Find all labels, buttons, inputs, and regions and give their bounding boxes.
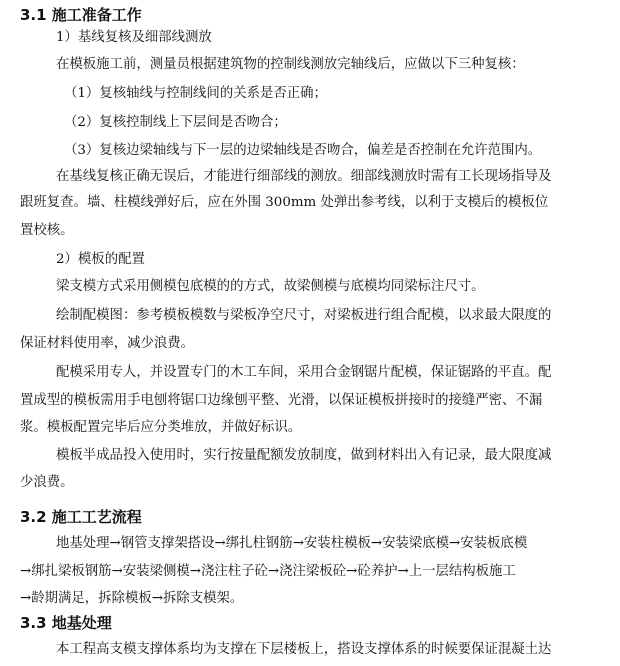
paragraph-line: 置校核。	[20, 223, 74, 238]
flow-line: →龄期满足，拆除模板→拆除支模架。	[20, 591, 244, 606]
paragraph-line: 配模采用专人，并设置专门的木工车间，采用合金钢锯片配模，保证锯路的平直。配	[56, 365, 552, 380]
subsection-1-heading: 1）基线复核及细部线测放	[56, 30, 212, 45]
paragraph-line: 少浪费。	[20, 475, 74, 490]
section-3-2-heading: 3.2 施工工艺流程	[20, 508, 142, 526]
paragraph: 在模板施工前，测量员根据建筑物的控制线测放完轴线后，应做以下三种复核：	[56, 57, 525, 72]
paragraph-line: 在基线复核正确无误后，才能进行细部线的测放。细部线测放时需有工长现场指导及	[56, 169, 552, 184]
paragraph-line: 浆。模板配置完毕后应分类堆放，并做好标识。	[20, 420, 302, 435]
check-item-3: （3）复核边梁轴线与下一层的边梁轴线是否吻合，偏差是否控制在允许范围内。	[64, 143, 542, 158]
section-3-3-heading: 3.3 地基处理	[20, 614, 112, 632]
subsection-2-heading: 2）模板的配置	[56, 252, 145, 267]
paragraph-line: 保证材料使用率，减少浪费。	[20, 336, 195, 351]
flow-line: 地基处理→钢管支撑架搭设→绑扎柱钢筋→安装柱模板→安装梁底模→安装板底模	[56, 536, 528, 551]
check-item-2: （2）复核控制线上下层间是否吻合；	[64, 115, 287, 130]
paragraph-line: 跟班复查。墙、柱模线弹好后，应在外围 300mm 处弹出参考线，以利于支模后的模板位	[20, 195, 549, 210]
section-3-1-heading: 3.1 施工准备工作	[20, 6, 142, 24]
flow-line: →绑扎梁板钢筋→安装梁侧模→浇注柱子砼→浇注梁板砼→砼养护→上一层结构板施工	[20, 564, 516, 579]
paragraph: 本工程高支模支撑体系均为支撑在下层楼板上，搭设支撑体系的时候要保证混凝土达	[56, 642, 552, 657]
paragraph-line: 模板半成品投入使用时，实行按量配额发放制度，做到材料出入有记录，最大限度减	[56, 448, 552, 463]
check-item-1: （1）复核轴线与控制线间的关系是否正确；	[64, 86, 327, 101]
paragraph-line: 绘制配模图：参考模板模数与梁板净空尺寸，对梁板进行组合配模，以求最大限度的	[56, 308, 552, 323]
paragraph: 梁支模方式采用侧模包底模的的方式，故梁侧模与底模均同梁标注尺寸。	[56, 279, 485, 294]
paragraph-line: 置成型的模板需用手电刨将锯口边缘刨平整、光滑，以保证模板拼接时的接缝严密、不漏	[20, 393, 543, 408]
